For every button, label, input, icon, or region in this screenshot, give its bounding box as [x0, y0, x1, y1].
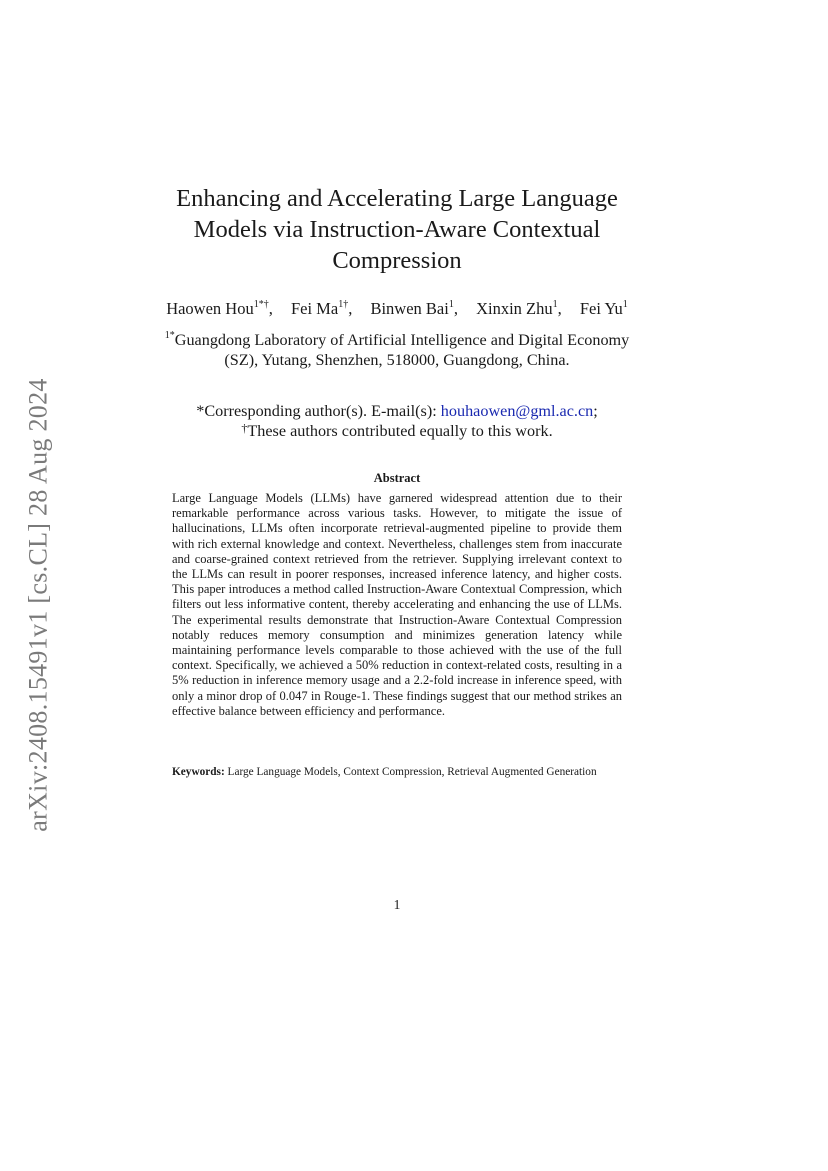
- author-name: Fei Yu$^1$: [579, 299, 628, 318]
- author-name: Fei $Ma^{1\dagger}$,: [290, 299, 353, 318]
- page-number: 1: [393, 897, 401, 912]
- corresponding-author-line: *Corresponding author(s). E-mail(s): houhaowen@gml.ac.cn;: [196, 402, 598, 420]
- keywords-label: Keywords:: [172, 766, 225, 778]
- keywords: [172, 766, 622, 780]
- correspondence-note: [140, 401, 654, 441]
- author-name: Haowen Hou$^{1*\dagger}$,: [166, 299, 273, 318]
- dagger-marker: †: [241, 421, 248, 435]
- arxiv-identifier: arXiv:2408.15491v1 [cs.CL] 28 Aug 2024: [24, 378, 53, 832]
- abstract-heading: Abstract: [373, 471, 421, 485]
- email-link[interactable]: houhaowen@gml.ac.cn: [440, 402, 594, 420]
- equal-contribution-line: †These authors contributed equally to this work.: [241, 421, 553, 440]
- author-list: [120, 299, 674, 319]
- keywords-text: Large Language Models, Context Compression, Retrieval Augmented Generation: [227, 766, 597, 778]
- abstract-text: Large Language Models (LLMs) have garnered widespread attention due to their remarkable performance across various tasks. However, to mitigate the issue of hallucinations, LLMs often incorporate retrieval-augmented pipeline to provide them with rich external knowledge and context. Nevertheless, challenges stem from inaccurate and coarse-grained context retrieved from the retriever. Supplying irrelevant context to the LLMs can result in poorer responses, increased inference latency, and higher costs. This paper introduces a method called Instruction-Aware Contextual Compression, which filters out less informative content, thereby accelerating and enhancing the use of LLMs. The experimental results demonstrate that Instruction-Aware Contextual Compression notably reduces memory consumption and minimizes generation latency while maintaining performance levels comparable to those achieved with the use of the full context. Specifically, we achieved a 50% reduction in context-related costs, resulting in a 5% reduction in inference memory usage and a 2.2-fold increase in inference speed, with only a minor drop of 0.047 in Rouge-1. These findings suggest that our method strikes an effective balance between efficiency and performance.: [172, 491, 622, 718]
- paper-title: Enhancing and Accelerating Large Language Models via Instruction-Aware Contextual Compression: [176, 185, 618, 274]
- affiliation-text: Guangdong Laboratory of Artificial Intelligence and Digital Economy (SZ), Yutang, Shenzhen, 518000, Guangdong, China.: [174, 331, 630, 369]
- affiliation-marker: 1*: [164, 330, 175, 341]
- affiliation: [150, 330, 644, 370]
- author-name: Binwen Bai$^1$,: [370, 299, 458, 318]
- author-name: Xinxin Zhu$^1$,: [476, 299, 562, 318]
- arxiv-sidebar-stamp: [16, 360, 62, 850]
